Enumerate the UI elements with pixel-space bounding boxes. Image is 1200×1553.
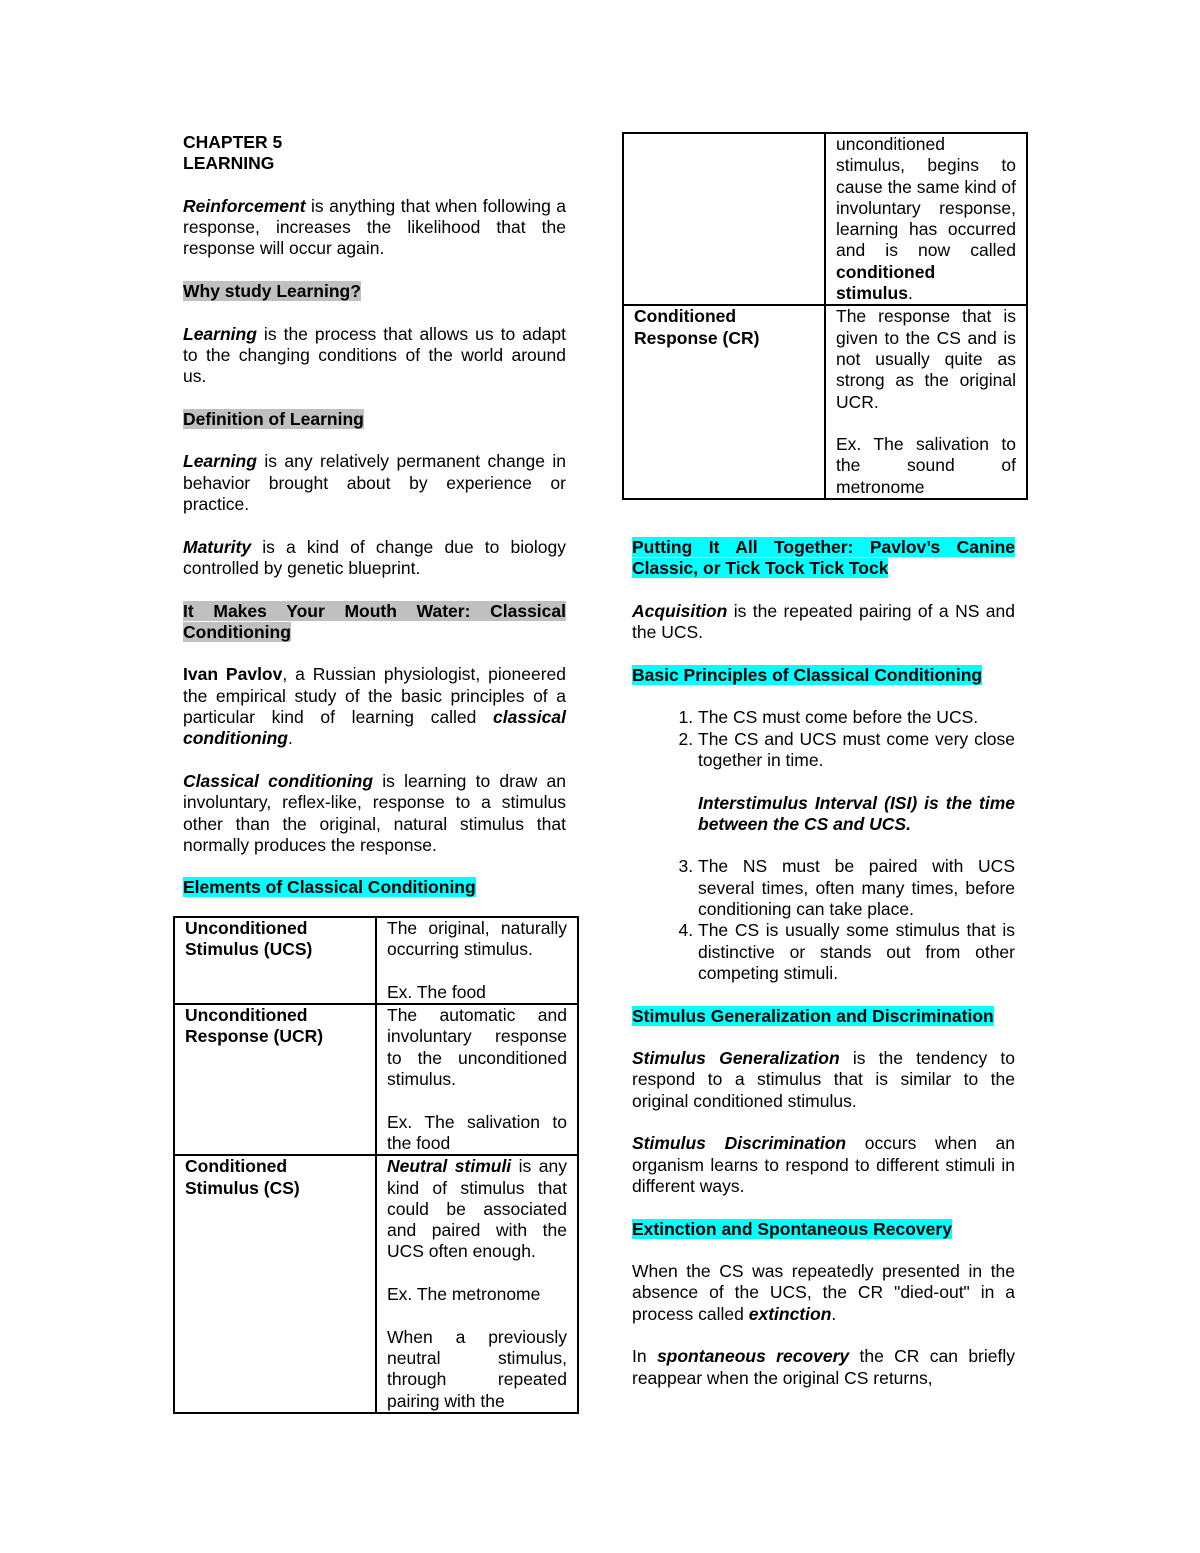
together-heading: Putting It All Together: Pavlov’s Canine Classic, or Tick Tock Tick Tock — [632, 537, 1015, 579]
elements-heading: Elements of Classical Conditioning — [183, 877, 476, 898]
cs-description-continued: unconditioned stimulus, begins to cause the same kind of involuntary response, learning has occurred and is now called conditioned stimulus. — [825, 133, 1027, 305]
list-item: 1. The CS must come before the UCS. — [698, 707, 1015, 728]
ucs-name: Unconditioned Stimulus (UCS) — [174, 917, 376, 1004]
cr-name: Conditioned Response (CR) — [623, 305, 825, 499]
acquisition-paragraph: Acquisition is the repeated pairing of a NS and the UCS. — [632, 600, 1015, 643]
list-item: 2. The CS and UCS must come very close together in time. Interstimulus Interval (ISI) is the time between the CS and UCS. — [698, 729, 1015, 835]
why-study-heading: Why study Learning? — [183, 281, 361, 302]
cs-description: Neutral stimuli is any kind of stimulus that could be associated and paired with the UCS often enough. Ex. The metronome When a previously neutral stimulus, through repeated pairing with the — [376, 1155, 578, 1413]
right-column — [632, 537, 1015, 1410]
table-row — [174, 1155, 578, 1413]
reinforcement-paragraph: Reinforcement is anything that when following a response, increases the likelihood that the response will occur again. — [183, 195, 566, 259]
learning-process-paragraph: Learning is the process that allows us to adapt to the changing conditions of the world around us. — [183, 323, 566, 387]
learning-definition-paragraph: Learning is any relatively permanent change in behavior brought about by experience or practice. — [183, 451, 566, 515]
cs-name: Conditioned Stimulus (CS) — [174, 1155, 376, 1413]
classical-conditioning-paragraph: Classical conditioning is learning to draw an involuntary, reflex-like, response to a stimulus other than the original, natural stimulus that normally produces the response. — [183, 770, 566, 855]
table-row — [174, 917, 578, 1004]
chapter-title: CHAPTER 5 LEARNING — [183, 132, 283, 174]
table-row — [174, 1004, 578, 1155]
maturity-paragraph: Maturity is a kind of change due to biology controlled by genetic blueprint. — [183, 536, 566, 578]
mouth-water-heading: It Makes Your Mouth Water: Classical Conditioning — [183, 600, 566, 642]
generalization-heading: Stimulus Generalization and Discrimination — [632, 1005, 994, 1026]
extinction-paragraph: When the CS was repeatedly presented in the absence of the UCS, the CR "died-out" in a process called extinction. — [632, 1261, 1015, 1324]
left-column — [183, 132, 566, 920]
generalization-paragraph: Stimulus Generalization is the tendency to respond to a stimulus that is similar to the original conditioned stimulus. — [632, 1048, 1015, 1111]
extinction-heading: Extinction and Spontaneous Recovery — [632, 1218, 952, 1239]
ucr-description: The automatic and involuntary response to the unconditioned stimulus. Ex. The salivation to the food — [376, 1004, 578, 1155]
isi-definition: Interstimulus Interval (ISI) is the time between the CS and UCS. — [698, 792, 1015, 834]
principles-heading: Basic Principles of Classical Conditioning — [632, 664, 983, 685]
ucs-description: The original, naturally occurring stimulus. Ex. The food — [376, 917, 578, 1004]
list-item: 3. The NS must be paired with UCS several times, often many times, before conditioning can take place. — [698, 856, 1015, 920]
table-row — [623, 133, 1027, 305]
pavlov-paragraph: Ivan Pavlov, a Russian physiologist, pioneered the empirical study of the basic principles of a particular kind of learning called classical conditioning. — [183, 664, 566, 749]
principles-list — [632, 707, 1015, 984]
discrimination-paragraph: Stimulus Discrimination occurs when an organism learns to respond to different stimuli in different ways. — [632, 1133, 1015, 1196]
elements-table — [173, 916, 579, 1414]
cr-description: The response that is given to the CS and is not usually quite as strong as the original UCR. Ex. The salivation to the sound of metronome — [825, 305, 1027, 499]
ucr-name: Unconditioned Response (UCR) — [174, 1004, 376, 1155]
list-item: 4. The CS is usually some stimulus that is distinctive or stands out from other competing stimuli. — [698, 920, 1015, 984]
elements-table-continued — [622, 132, 1028, 500]
table-row — [623, 305, 1027, 499]
spontaneous-recovery-paragraph: In spontaneous recovery the CR can briefly reappear when the original CS returns, — [632, 1346, 1015, 1388]
definition-heading: Definition of Learning — [183, 408, 364, 429]
